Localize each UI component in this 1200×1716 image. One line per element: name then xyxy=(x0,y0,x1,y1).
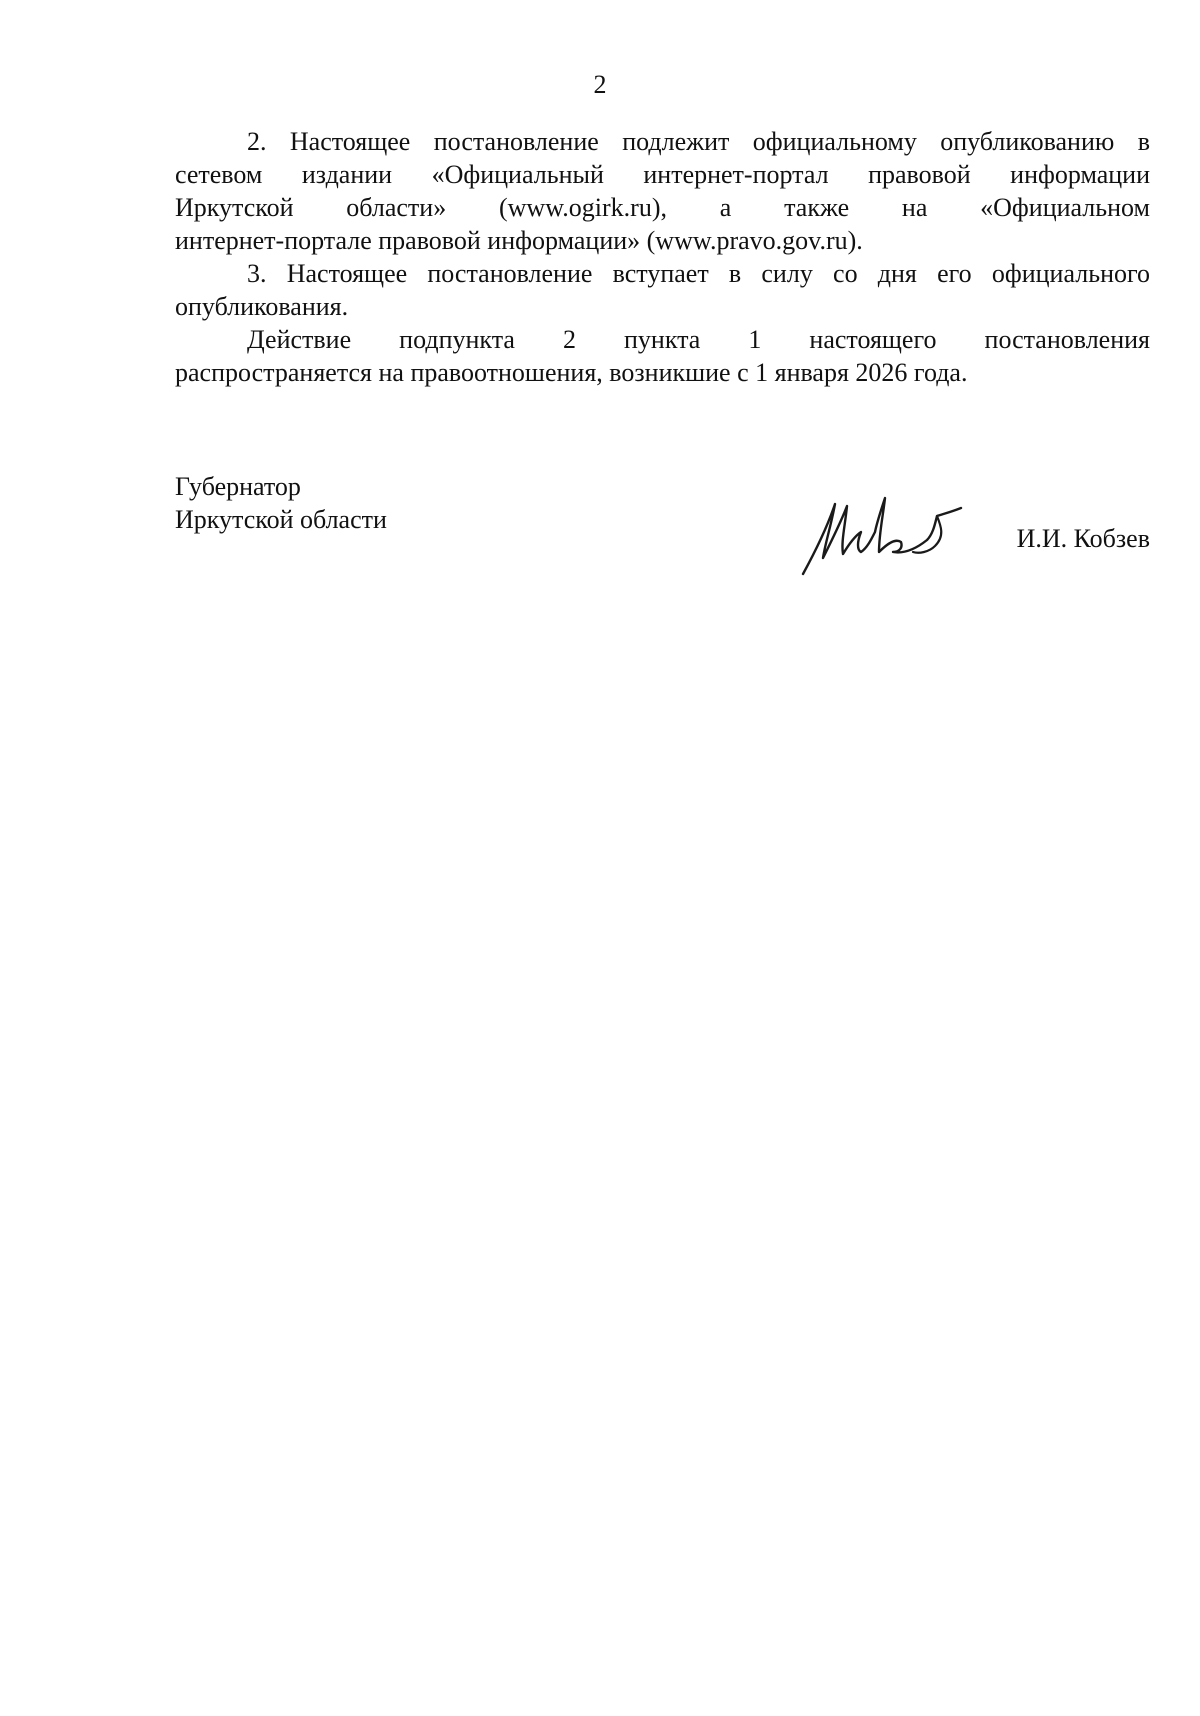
signer-name: И.И. Кобзев xyxy=(1016,524,1150,553)
signer-position-line: Губернатор xyxy=(175,472,301,501)
paragraph-line: 2. Настоящее постановление подлежит официальному опубликованию в xyxy=(247,127,1150,156)
handwritten-signature xyxy=(795,492,975,582)
paragraph-effective-date xyxy=(175,257,1150,323)
paragraph-line: сетевом издании «Официальный интернет-портал правовой информации xyxy=(175,160,1150,189)
paragraph-line: Действие подпункта 2 пункта 1 настоящего постановления xyxy=(247,325,1150,354)
paragraph-line: распространяется на правоотношения, возникшие с 1 января 2026 года. xyxy=(175,358,968,387)
paragraph-line: интернет-портале правовой информации» (www.pravo.gov.ru). xyxy=(175,226,863,255)
signer-position xyxy=(175,470,387,536)
page-number: 2 xyxy=(593,70,607,99)
signature-block xyxy=(175,470,1150,590)
paragraph-line: опубликования. xyxy=(175,292,349,321)
paragraph-line: 3. Настоящее постановление вступает в силу со дня его официального xyxy=(247,259,1150,288)
signer-position-line: Иркутской области xyxy=(175,505,387,534)
document-body xyxy=(175,125,1150,389)
paragraph-publication xyxy=(175,125,1150,257)
paragraph-retroactive xyxy=(175,323,1150,389)
paragraph-line: Иркутской области» (www.ogirk.ru), а также на «Официальном xyxy=(175,193,1150,222)
